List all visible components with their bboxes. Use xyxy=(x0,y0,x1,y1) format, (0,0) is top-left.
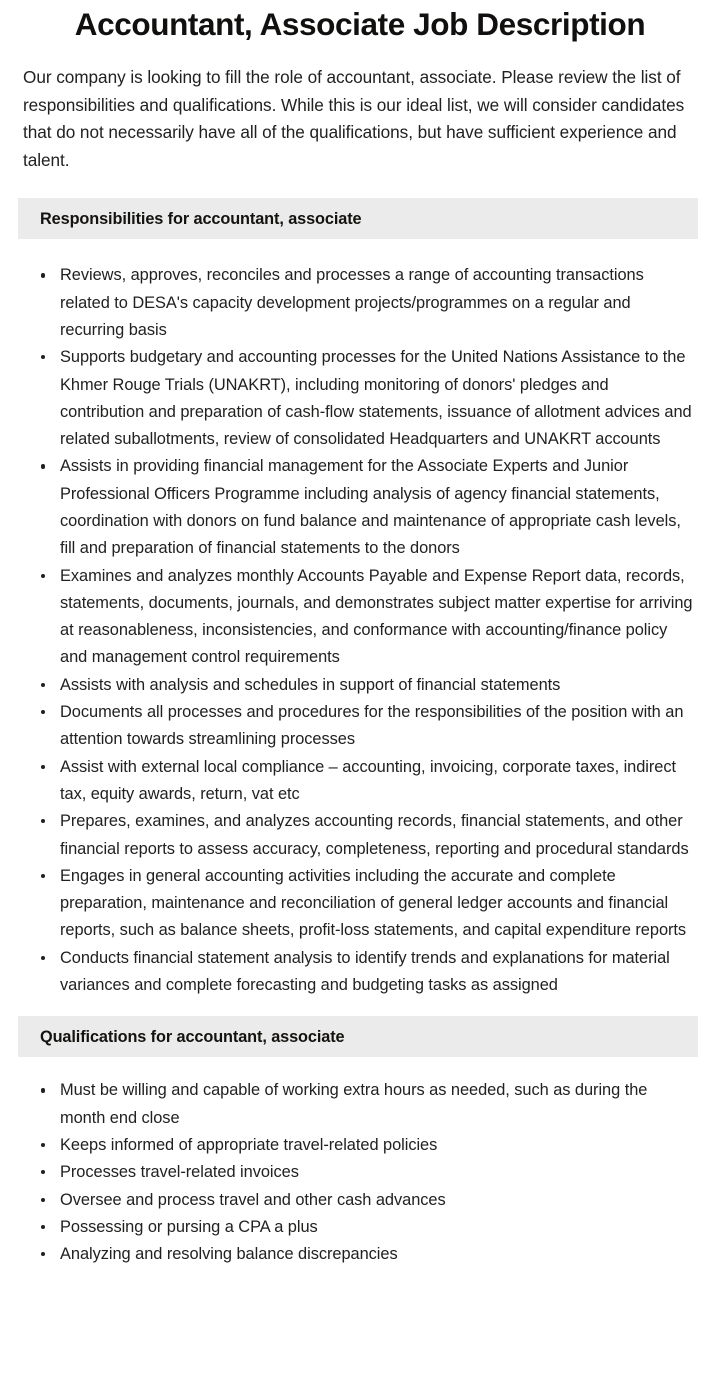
bullet-dot-icon xyxy=(41,273,45,277)
spacer-below-qualifications-bar xyxy=(0,1057,720,1077)
bullet-dot-icon xyxy=(41,1143,45,1147)
list-item-text: Analyzing and resolving balance discrepancies xyxy=(60,1245,398,1264)
list-item-text: Processes travel-related invoices xyxy=(60,1163,299,1182)
bullet-dot-icon xyxy=(41,1088,45,1092)
bullet-dot-icon xyxy=(41,1252,45,1256)
list-item xyxy=(0,1077,720,1132)
list-item-text: Prepares, examines, and analyzes accounting records, financial statements, and other financial reports to assess accuracy, completeness, reporting and procedural standards xyxy=(60,812,689,858)
list-item-text: Assists with analysis and schedules in support of financial statements xyxy=(60,675,561,694)
list-item-text: Examines and analyzes monthly Accounts Payable and Expense Report data, records, statements, documents, journals, and demonstrates subject matter expertise for arriving at reasonableness, inconsistencies, and conformance with accounting/finance policy and management control requirements xyxy=(60,566,693,667)
list-item xyxy=(0,563,720,672)
list-item xyxy=(0,344,720,453)
bullet-dot-icon xyxy=(41,1198,45,1202)
list-item xyxy=(0,754,720,809)
list-item-text: Assists in providing financial management for the Associate Experts and Junior Professional Officers Programme including analysis of agency financial statements, coordination with donors on fund balance and maintenance of appropriate cash levels, fill and preparation of financial statements to the donors xyxy=(60,457,681,558)
list-item-text: Supports budgetary and accounting processes for the United Nations Assistance to the Khmer Rouge Trials (UNAKRT), including monitoring of donors' pledges and contribution and preparation of cash-flow statements, issuance of allotment advices and related suballotments, review of consolidated Headquarters and UNAKRT accounts xyxy=(60,348,692,449)
list-item xyxy=(0,699,720,754)
bullet-dot-icon xyxy=(41,710,45,714)
bullet-dot-icon xyxy=(41,1225,45,1229)
list-item-text: Oversee and process travel and other cash advances xyxy=(60,1190,446,1209)
list-item xyxy=(0,672,720,699)
list-item xyxy=(0,1159,720,1186)
bullet-dot-icon xyxy=(41,1170,45,1174)
bullet-dot-icon xyxy=(41,874,45,878)
list-item-text: Possessing or pursing a CPA a plus xyxy=(60,1217,318,1236)
page-title: Accountant, Associate Job Description xyxy=(74,6,646,42)
list-item xyxy=(0,1241,720,1268)
responsibilities-section-header xyxy=(18,198,698,239)
list-item-text: Must be willing and capable of working extra hours as needed, such as during the month end close xyxy=(60,1081,648,1127)
qualifications-heading-label: Qualifications for accountant, associate xyxy=(40,1027,345,1046)
list-item xyxy=(0,808,720,863)
list-item-text: Conducts financial statement analysis to identify trends and explanations for material variances and complete forecasting and budgeting tasks as assigned xyxy=(60,948,670,995)
bullet-dot-icon xyxy=(41,956,45,960)
list-item xyxy=(0,1214,720,1241)
bullet-dot-icon xyxy=(41,464,45,468)
bullet-dot-icon xyxy=(41,819,45,823)
bullet-dot-icon xyxy=(41,765,45,769)
intro-paragraph: Our company is looking to fill the role of accountant, associate. Please review the list of responsibilities and qualifications. While this is our ideal list, we will consider candidates that do not necessarily have all of the qualifications, but have sufficient experience and talent. xyxy=(23,67,685,170)
list-item xyxy=(0,262,720,344)
spacer-above-responsibilities xyxy=(0,174,720,198)
list-item xyxy=(0,453,720,562)
list-item xyxy=(0,945,720,1000)
bullet-dot-icon xyxy=(41,574,45,578)
qualifications-section-header xyxy=(18,1016,698,1057)
spacer-above-qualifications xyxy=(0,999,720,1016)
list-item-text: Documents all processes and procedures for the responsibilities of the position with an attention towards streamlining processes xyxy=(60,703,684,749)
responsibilities-heading-label: Responsibilities for accountant, associate xyxy=(40,209,362,228)
list-item-text: Assist with external local compliance – accounting, invoicing, corporate taxes, indirect tax, equity awards, return, vat etc xyxy=(60,757,677,803)
bullet-dot-icon xyxy=(41,355,45,359)
responsibilities-list xyxy=(0,239,720,999)
list-item-text: Reviews, approves, reconciles and processes a range of accounting transactions related to DESA's capacity development projects/programmes on a regular and recurring basis xyxy=(60,266,644,339)
list-item xyxy=(0,1132,720,1159)
qualifications-list xyxy=(0,1077,720,1268)
list-item-text: Engages in general accounting activities including the accurate and complete preparation, maintenance and reconciliation of general ledger accounts and financial reports, such as balance sheets, profit-loss statements, and capital expenditure reports xyxy=(60,866,687,940)
bullet-dot-icon xyxy=(41,683,45,687)
list-item-text: Keeps informed of appropriate travel-related policies xyxy=(60,1135,438,1154)
list-item xyxy=(0,863,720,945)
list-item xyxy=(0,1187,720,1214)
